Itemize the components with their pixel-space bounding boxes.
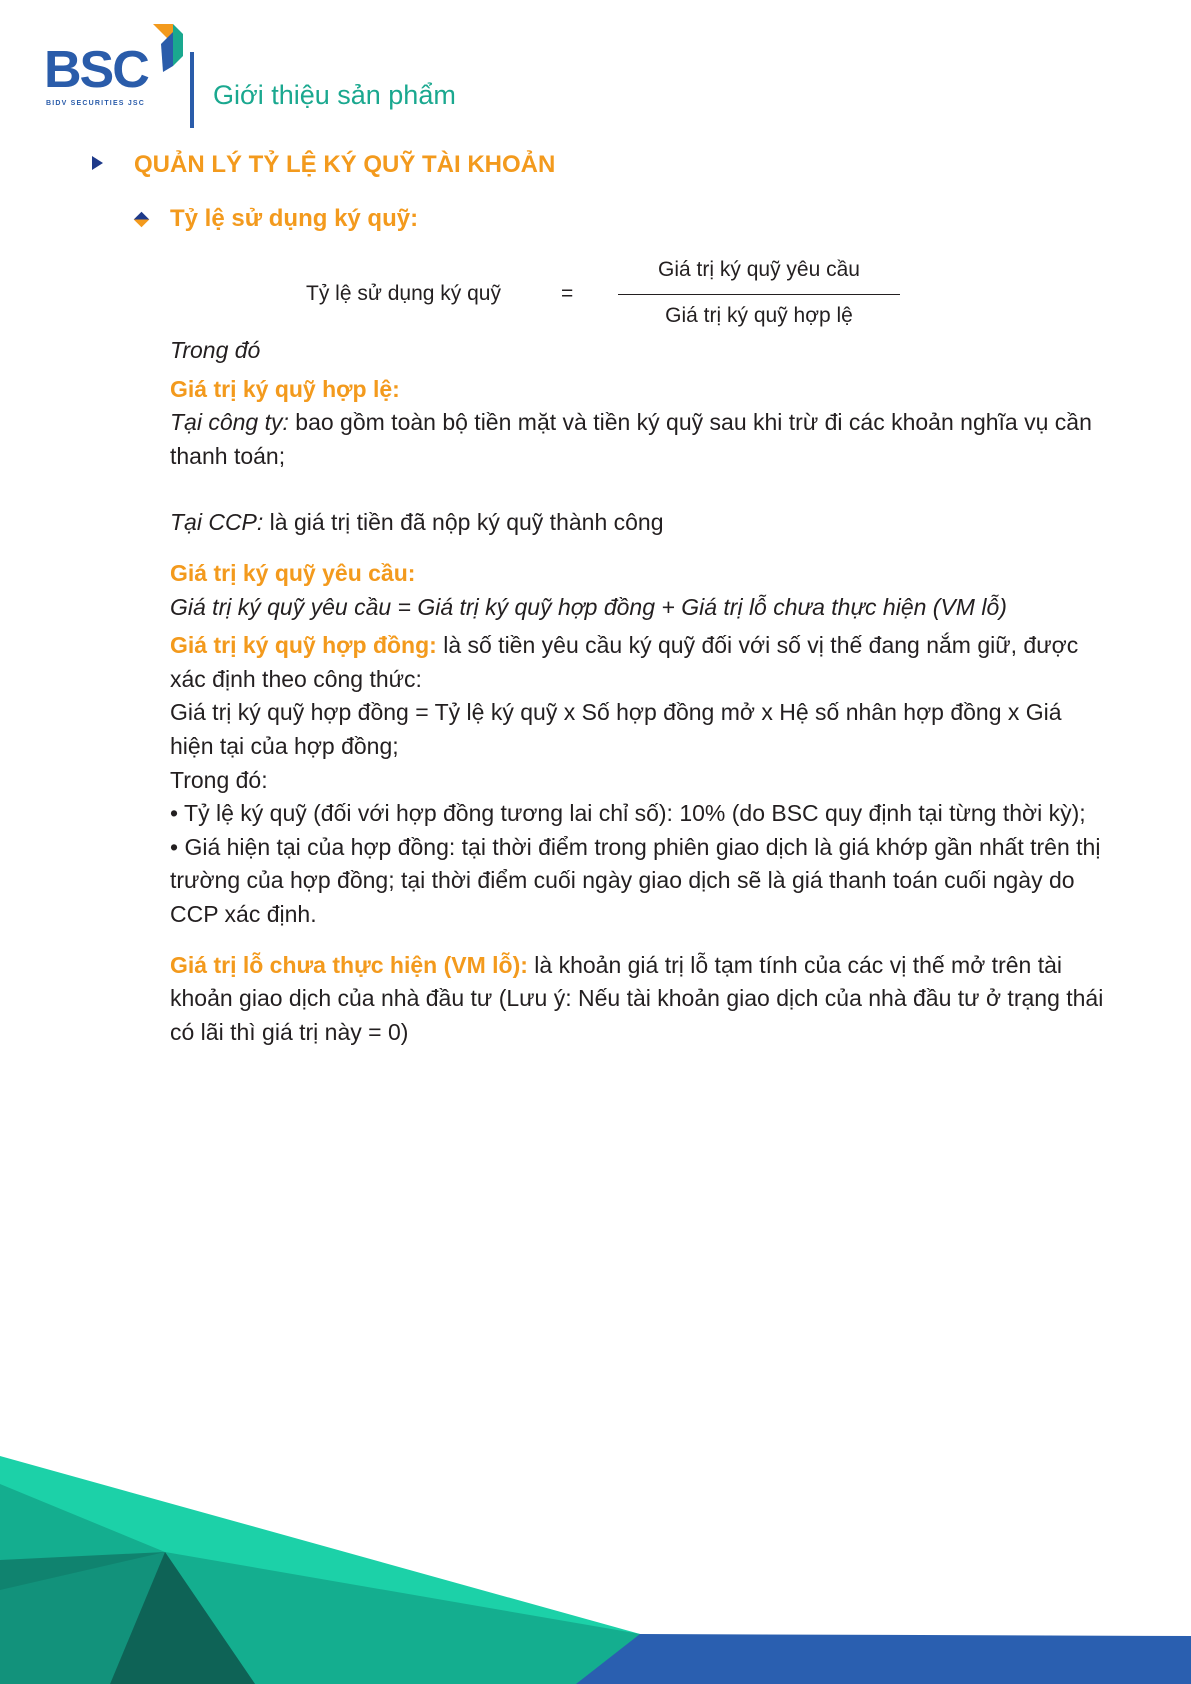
body-content <box>170 334 1105 1049</box>
ccp-text: là giá trị tiền đã nộp ký quỹ thành công <box>263 509 664 536</box>
triangle-bullet-icon <box>92 156 103 170</box>
ccp-paragraph <box>170 506 1105 540</box>
contract-margin-formula: Giá trị ký quỹ hợp đồng = Tỷ lệ ký quỹ x Số hợp đồng mở x Hệ số nhân hợp đồng x Giá hiện tại của hợp đồng; <box>170 699 1062 759</box>
header-title: Giới thiệu sản phẩm <box>213 80 456 110</box>
company-text: bao gồm toàn bộ tiền mặt và tiền ký quỹ sau khi trừ đi các khoản nghĩa vụ cần thanh toán; <box>170 409 1092 469</box>
vm-loss-text: là khoản giá trị lỗ tạm tính của các vị thế mở trên tài khoản giao dịch của nhà đầu tư (Lưu ý: Nếu tài khoản giao dịch của nhà đầu tư ở trạng thái có lãi thì giá trị này = 0) <box>170 951 1104 1045</box>
ccp-label: Tại CCP: <box>170 509 264 536</box>
vm-loss-paragraph <box>170 949 1105 1050</box>
logo-subtext: BIDV SECURITIES JSC <box>46 100 146 107</box>
fraction-bar <box>618 294 900 295</box>
section-heading <box>88 150 988 180</box>
trong-do-label: Trong đó <box>170 337 261 363</box>
vm-loss-heading: Giá trị lỗ chưa thực hiện (VM lỗ): <box>170 951 528 978</box>
required-margin-formula: Giá trị ký quỹ yêu cầu = Giá trị ký quỹ hợp đồng + Giá trị lỗ chưa thực hiện (VM lỗ) <box>170 593 1007 620</box>
footer-decoration <box>0 1440 1191 1684</box>
contract-margin-text: là số tiền yêu cầu ký quỹ đối với số vị thế đang nắm giữ, được xác định theo công thức: <box>170 632 1079 692</box>
formula-equals: = <box>561 282 574 305</box>
margin-usage-formula <box>0 250 1191 330</box>
sub-heading-text: Tỷ lệ sử dụng ký quỹ: <box>170 205 419 232</box>
page-header <box>44 22 744 108</box>
logo-text: BSC <box>44 41 148 99</box>
company-paragraph <box>170 406 1105 473</box>
valid-margin-heading: Giá trị ký quỹ hợp lệ: <box>170 375 400 402</box>
contract-margin-heading: Giá trị ký quỹ hợp đồng: <box>170 632 437 659</box>
bullet-current-price: • Giá hiện tại của hợp đồng: tại thời điểm trong phiên giao dịch là giá khớp gần nhất trên thị trường của hợp đồng; tại thời điểm cuối ngày giao dịch sẽ là giá thanh toán cuối ngày do CCP xác định. <box>170 833 1101 927</box>
header-divider <box>190 52 194 128</box>
company-label: Tại công ty: <box>170 409 289 436</box>
bsc-logo <box>44 22 184 108</box>
formula-denominator: Giá trị ký quỹ hợp lệ <box>665 304 853 327</box>
logo-mark-icon <box>139 22 184 72</box>
section-heading-text: QUẢN LÝ TỶ LỆ KÝ QUỸ TÀI KHOẢN <box>134 151 556 178</box>
required-margin-heading: Giá trị ký quỹ yêu cầu: <box>170 559 416 586</box>
trong-do-label-2: Trong đó: <box>170 766 268 793</box>
contract-margin-paragraph <box>170 629 1105 696</box>
formula-lhs: Tỷ lệ sử dụng ký quỹ <box>306 282 501 305</box>
diamond-bullet-icon <box>134 212 150 228</box>
bullet-margin-rate: • Tỷ lệ ký quỹ (đối với hợp đồng tương lai chỉ số): 10% (do BSC quy định tại từng thời kỳ); <box>170 800 1086 827</box>
sub-heading <box>134 205 734 238</box>
formula-numerator: Giá trị ký quỹ yêu cầu <box>658 258 860 281</box>
